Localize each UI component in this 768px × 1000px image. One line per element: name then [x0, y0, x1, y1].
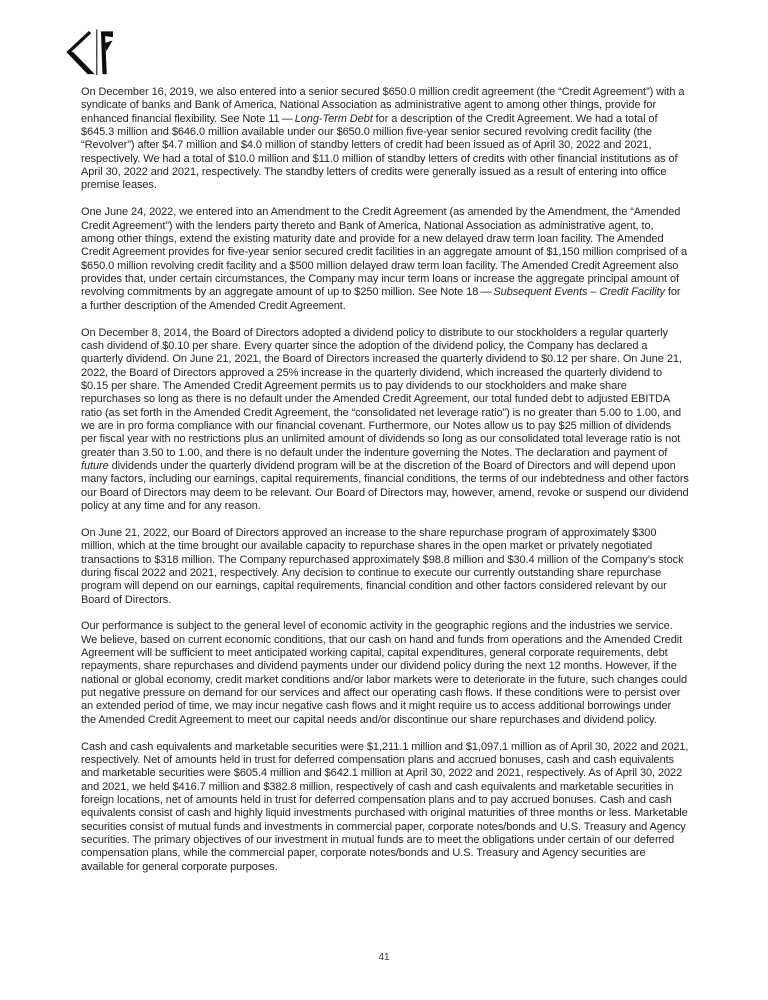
text-run: On December 16, 2019, we also entered into a senior secured $650.0 million credit agreement (the “Credit Agreement”) with a syndicate of banks and Bank of America, National Association as administrative agent to among other things, provide for enhanced financial flexibility. See Note 11 —: [81, 86, 685, 125]
text-run: for a further description of the Amended Credit Agreement.: [81, 286, 681, 312]
text-run: Cash and cash equivalents and marketable securities were $1,211.1 million and $1,097.1 million as of April 30, 2022 and 2021, respectively. Net of amounts held in trust for deferred compensation plans and accrued bonuses, cash and cash equivalents and marketable securities were $605.4 million and $642.1 million at April 30, 2022 and 2021, respectively. As of April 30, 2022 and 2021, we held $416.7 million and $382.8 million, respectively of cash and cash equivalents and marketable securities in foreign locations, net of amounts held in trust for deferred compensation plans and to pay accrued bonuses. Cash and cash equivalents consist of cash and highly liquid investments purchased with original maturities of three months or less. Marketable securities consist of mutual funds and investments in commercial paper, corporate notes/bonds and U.S. Treasury and Agency securities. The primary objectives of our investment in mutual funds are to meet the obligations under certain of our deferred compensation plans, while the commercial paper, corporate notes/bonds and U.S. Treasury and Agency securities are available for general corporate purposes.: [81, 740, 689, 873]
text-run: One June 24, 2022, we entered into an Amendment to the Credit Agreement (as amended by the Amendment, the “Amended Credit Agreement”) with the lenders party thereto and Bank of America, National Association as administrative agent, to, among other things, extend the existing maturity date and provide for a new delayed draw term loan facility. The Amended Credit Agreement provides for five-year senior secured credit facilities in an aggregate amount of $1,150 million comprised of a $650.0 million revolving credit facility and a $500 million delayed draw term loan facility. The Amended Credit Agreement also provides that, under certain circumstances, the Company may incur term loans or increase the aggregate principal amount of revolving commitments by an aggregate amount of up to $250 million. See Note 18 —: [81, 206, 688, 299]
paragraph-credit-agreement: [81, 86, 689, 193]
paragraph-cash-equivalents: [81, 741, 689, 874]
text-run-italic: Subsequent Events – Credit Facility: [493, 286, 665, 299]
document-body: [81, 86, 689, 888]
korn-ferry-logo: [63, 29, 113, 76]
paragraph-share-repurchase: [81, 527, 689, 607]
text-run-italic: future: [81, 459, 109, 472]
korn-ferry-monogram-icon: [63, 29, 113, 76]
text-run: dividends under the quarterly dividend program will be at the discretion of the Board of Directors and will depend upon many factors, including our earnings, capital requirements, financial conditions, the terms of our indebtedness and other factors our Board of Directors may deem to be relevant. Our Board of Directors may, however, amend, revoke or suspend our dividend policy at any time and for any reason.: [81, 459, 689, 512]
text-run: Our performance is subject to the general level of economic activity in the geographic regions and the industries we service. We believe, based on current economic conditions, that our cash on hand and funds from operations and the Amended Credit Agreement will be sufficient to meet anticipated working capital, capital expenditures, general corporate requirements, debt repayments, share repurchases and dividend payments under our dividend policy during the next 12 months. However, if the national or global economy, credit market conditions and/or labor markets were to deteriorate in the future, such changes could put negative pressure on demand for our services and affect our operating cash flows. If these conditions were to persist over an extended period of time, we may incur negative cash flows and it might require us to access additional borrowings under the Amended Credit Agreement to meet our capital needs and/or discontinue our share repurchases and dividend policy.: [81, 620, 687, 726]
paragraph-performance-outlook: [81, 620, 689, 727]
text-run: On December 8, 2014, the Board of Directors adopted a dividend policy to distribute to our stockholders a regular quarterly cash dividend of $0.10 per share. Every quarter since the adoption of the dividend policy, the Company has declared a quarterly dividend. On June 21, 2021, the Board of Directors increased the quarterly dividend to $0.12 per share. On June 21, 2022, the Board of Directors approved a 25% increase in the quarterly dividend, which increased the quarterly dividend to $0.15 per share. The Amended Credit Agreement permits us to pay dividends to our stockholders and make share repurchases so long as there is no default under the Amended Credit Agreement, our total funded debt to adjusted EBITDA ratio (as set forth in the Amended Credit Agreement, the “consolidated net leverage ratio”) is no greater than 5.00 to 1.00, and we are in pro forma compliance with our financial covenant. Furthermore, our Notes allow us to pay $25 million of dividends per fiscal year with no restrictions plus an unlimited amount of dividends so long as our consolidated total leverage ratio is not greater than 3.50 to 1.00, and there is no default under the indenture governing the Notes. The declaration and payment of: [81, 326, 682, 459]
text-run: On June 21, 2022, our Board of Directors approved an increase to the share repurchase program of approximately $300 million, which at the time brought our available capacity to repurchase shares in the open market or privately negotiated transactions to $318 million. The Company repurchased approximately $98.8 million and $30.4 million of the Company’s stock during fiscal 2022 and 2021, respectively. Any decision to continue to execute our currently outstanding share repurchase program will depend on our earnings, capital requirements, financial condition and other factors considered relevant by our Board of Directors.: [81, 526, 684, 606]
paragraph-dividend-policy: [81, 327, 689, 514]
text-run-italic: Long-Term Debt: [294, 112, 373, 125]
text-run: for a description of the Credit Agreement. We had a total of $645.3 million and $646.0 million available under our $650.0 million five-year senior secured revolving credit facility (the “Revolver”) after $4.7 million and $4.0 million of standby letters of credit had been issued as of April 30, 2022 and 2021, respectively. We had a total of $10.0 million and $11.0 million of standby letters of credits with other financial institutions as of April 30, 2022 and 2021, respectively. The standby letters of credits were generally issued as a result of entering into office premise leases.: [81, 112, 678, 192]
paragraph-amended-credit-agreement: [81, 206, 689, 313]
page-number: 41: [378, 952, 390, 963]
